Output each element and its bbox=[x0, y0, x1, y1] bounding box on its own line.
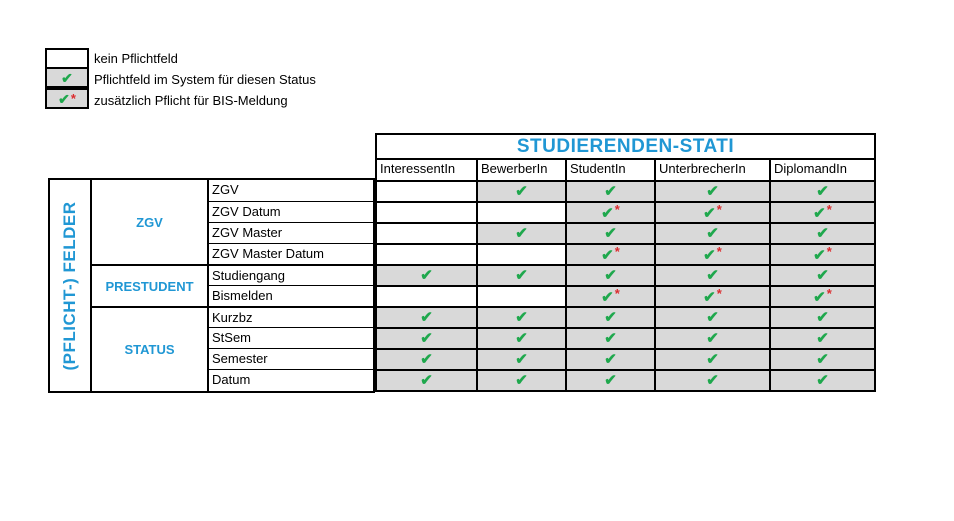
cell-stsem-interessentin bbox=[377, 327, 476, 348]
bis-asterisk-icon: * bbox=[826, 202, 832, 217]
cell-datum-diplomandin bbox=[769, 369, 874, 390]
legend-item-label: zusätzlich Pflicht für BIS-Meldung bbox=[94, 93, 288, 108]
cell-zgv-master-bewerberin bbox=[476, 222, 565, 243]
field-datum: Datum bbox=[209, 369, 373, 390]
cell-datum-studentin bbox=[565, 369, 654, 390]
field-zgv-master: ZGV Master bbox=[209, 222, 373, 243]
cell-studiengang-diplomandin bbox=[769, 264, 874, 285]
check-icon: ✔ bbox=[604, 225, 617, 242]
check-icon: ✔ bbox=[420, 351, 433, 368]
column-header-diplomandin: DiplomandIn bbox=[769, 160, 874, 180]
cell-semester-unterbrecherin bbox=[654, 348, 769, 369]
row-axis-label: (PFLICHT-) FELDER bbox=[60, 200, 79, 371]
check-icon: ✔ bbox=[813, 205, 826, 222]
bis-asterisk-icon: * bbox=[826, 286, 832, 301]
check-icon: ✔ bbox=[703, 247, 716, 264]
check-icon: ✔ bbox=[604, 330, 617, 347]
cell-kurzbz-diplomandin bbox=[769, 306, 874, 327]
group-label: PRESTUDENT bbox=[105, 278, 194, 294]
check-icon: ✔ bbox=[515, 183, 528, 200]
field-studiengang: Studiengang bbox=[209, 264, 373, 285]
cell-bismelden-interessentin bbox=[377, 285, 476, 306]
check-icon: ✔ bbox=[816, 372, 829, 389]
check-icon: ✔ bbox=[601, 205, 614, 222]
legend-swatch bbox=[45, 67, 89, 88]
group-status bbox=[92, 306, 207, 390]
legend-swatch bbox=[45, 88, 89, 109]
check-icon: ✔ bbox=[515, 351, 528, 368]
cell-semester-diplomandin bbox=[769, 348, 874, 369]
check-icon: ✔ bbox=[515, 267, 528, 284]
bis-asterisk-icon: * bbox=[70, 91, 76, 106]
cell-zgv-unterbrecherin bbox=[654, 180, 769, 201]
check-icon: ✔ bbox=[706, 372, 719, 389]
check-icon: ✔ bbox=[58, 90, 70, 107]
check-icon: ✔ bbox=[816, 225, 829, 242]
cell-zgv-bewerberin bbox=[476, 180, 565, 201]
cell-semester-bewerberin bbox=[476, 348, 565, 369]
cell-studiengang-studentin bbox=[565, 264, 654, 285]
studierenden-stati-table bbox=[375, 133, 876, 392]
legend bbox=[45, 48, 316, 111]
field-kurzbz: Kurzbz bbox=[209, 306, 373, 327]
check-icon: ✔ bbox=[601, 247, 614, 264]
column-header-unterbrecherin: UnterbrecherIn bbox=[654, 160, 769, 180]
field-bismelden: Bismelden bbox=[209, 285, 373, 306]
cell-stsem-diplomandin bbox=[769, 327, 874, 348]
cell-datum-bewerberin bbox=[476, 369, 565, 390]
field-groups-column bbox=[92, 180, 209, 391]
check-icon: ✔ bbox=[816, 309, 829, 326]
check-icon: ✔ bbox=[706, 267, 719, 284]
check-icon: ✔ bbox=[816, 183, 829, 200]
bis-asterisk-icon: * bbox=[716, 286, 722, 301]
check-icon: ✔ bbox=[604, 351, 617, 368]
cell-zgv-datum-diplomandin bbox=[769, 201, 874, 222]
check-icon: ✔ bbox=[420, 330, 433, 347]
legend-item-label: kein Pflichtfeld bbox=[94, 51, 178, 66]
column-header-bewerberin: BewerberIn bbox=[476, 160, 565, 180]
check-icon: ✔ bbox=[515, 372, 528, 389]
cell-kurzbz-unterbrecherin bbox=[654, 306, 769, 327]
check-icon: ✔ bbox=[703, 205, 716, 222]
check-icon: ✔ bbox=[604, 309, 617, 326]
cell-stsem-bewerberin bbox=[476, 327, 565, 348]
check-icon: ✔ bbox=[816, 267, 829, 284]
cell-zgv-master-datum-studentin bbox=[565, 243, 654, 264]
cell-kurzbz-studentin bbox=[565, 306, 654, 327]
cell-bismelden-studentin bbox=[565, 285, 654, 306]
cell-zgv-datum-studentin bbox=[565, 201, 654, 222]
check-icon: ✔ bbox=[515, 309, 528, 326]
cell-zgv-diplomandin bbox=[769, 180, 874, 201]
check-icon: ✔ bbox=[813, 247, 826, 264]
cell-zgv-master-datum-interessentin bbox=[377, 243, 476, 264]
check-icon: ✔ bbox=[515, 330, 528, 347]
legend-item-0 bbox=[45, 48, 316, 69]
check-icon: ✔ bbox=[706, 330, 719, 347]
check-icon: ✔ bbox=[420, 372, 433, 389]
column-header-studentin: StudentIn bbox=[565, 160, 654, 180]
cell-kurzbz-bewerberin bbox=[476, 306, 565, 327]
bis-asterisk-icon: * bbox=[614, 202, 620, 217]
check-icon: ✔ bbox=[420, 267, 433, 284]
field-names-column bbox=[209, 180, 373, 391]
group-label: STATUS bbox=[124, 341, 175, 357]
cell-zgv-master-datum-bewerberin bbox=[476, 243, 565, 264]
cell-datum-interessentin bbox=[377, 369, 476, 390]
check-icon: ✔ bbox=[604, 267, 617, 284]
bis-asterisk-icon: * bbox=[716, 244, 722, 259]
cell-bismelden-bewerberin bbox=[476, 285, 565, 306]
row-axis-cell bbox=[50, 180, 92, 391]
cell-zgv-datum-interessentin bbox=[377, 201, 476, 222]
check-icon: ✔ bbox=[604, 372, 617, 389]
check-icon: ✔ bbox=[706, 351, 719, 368]
bis-asterisk-icon: * bbox=[614, 244, 620, 259]
check-icon: ✔ bbox=[816, 351, 829, 368]
table-title: STUDIERENDEN-STATI bbox=[377, 135, 874, 160]
cell-studiengang-unterbrecherin bbox=[654, 264, 769, 285]
fields-table bbox=[48, 178, 375, 393]
field-semester: Semester bbox=[209, 348, 373, 369]
check-icon: ✔ bbox=[601, 289, 614, 306]
legend-item-label: Pflichtfeld im System für diesen Status bbox=[94, 72, 316, 87]
check-icon: ✔ bbox=[420, 309, 433, 326]
check-icon: ✔ bbox=[706, 183, 719, 200]
field-zgv-datum: ZGV Datum bbox=[209, 201, 373, 222]
column-header-interessentin: InteressentIn bbox=[377, 160, 476, 180]
field-stsem: StSem bbox=[209, 327, 373, 348]
check-icon: ✔ bbox=[813, 289, 826, 306]
field-zgv-master-datum: ZGV Master Datum bbox=[209, 243, 373, 264]
cell-zgv-datum-bewerberin bbox=[476, 201, 565, 222]
cell-stsem-unterbrecherin bbox=[654, 327, 769, 348]
cell-zgv-master-datum-unterbrecherin bbox=[654, 243, 769, 264]
check-icon: ✔ bbox=[515, 225, 528, 242]
check-icon: ✔ bbox=[604, 183, 617, 200]
legend-item-1 bbox=[45, 69, 316, 90]
cell-zgv-studentin bbox=[565, 180, 654, 201]
cell-zgv-master-diplomandin bbox=[769, 222, 874, 243]
check-icon: ✔ bbox=[706, 225, 719, 242]
group-prestudent bbox=[92, 264, 207, 306]
cell-zgv-master-interessentin bbox=[377, 222, 476, 243]
group-label: ZGV bbox=[136, 214, 163, 230]
group-zgv bbox=[92, 180, 207, 264]
legend-item-2 bbox=[45, 90, 316, 111]
cell-studiengang-interessentin bbox=[377, 264, 476, 285]
cell-zgv-master-datum-diplomandin bbox=[769, 243, 874, 264]
cell-kurzbz-interessentin bbox=[377, 306, 476, 327]
check-icon: ✔ bbox=[703, 289, 716, 306]
cell-bismelden-unterbrecherin bbox=[654, 285, 769, 306]
cell-zgv-interessentin bbox=[377, 180, 476, 201]
cell-semester-interessentin bbox=[377, 348, 476, 369]
cell-zgv-datum-unterbrecherin bbox=[654, 201, 769, 222]
cell-semester-studentin bbox=[565, 348, 654, 369]
check-icon: ✔ bbox=[706, 309, 719, 326]
cell-bismelden-diplomandin bbox=[769, 285, 874, 306]
bis-asterisk-icon: * bbox=[716, 202, 722, 217]
cell-zgv-master-studentin bbox=[565, 222, 654, 243]
check-icon: ✔ bbox=[816, 330, 829, 347]
bis-asterisk-icon: * bbox=[826, 244, 832, 259]
check-icon: ✔ bbox=[61, 69, 73, 86]
bis-asterisk-icon: * bbox=[614, 286, 620, 301]
cell-datum-unterbrecherin bbox=[654, 369, 769, 390]
cell-zgv-master-unterbrecherin bbox=[654, 222, 769, 243]
field-zgv: ZGV bbox=[212, 182, 239, 197]
cell-studiengang-bewerberin bbox=[476, 264, 565, 285]
legend-swatch bbox=[45, 48, 89, 69]
cell-stsem-studentin bbox=[565, 327, 654, 348]
